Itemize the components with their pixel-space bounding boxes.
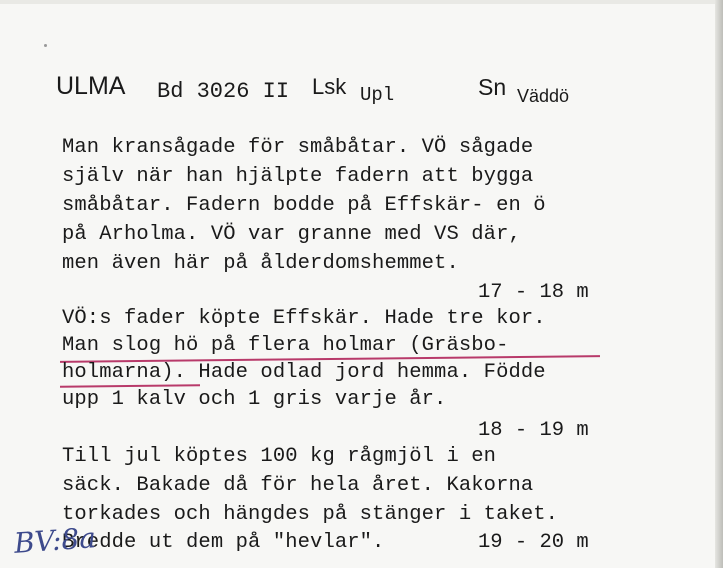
header-volume: Bd 3026 II bbox=[157, 79, 290, 104]
text-line: Man slog hö på flera holmar (Gräsbo- bbox=[62, 334, 509, 357]
page-reference: 18 - 19 m bbox=[478, 419, 589, 442]
text-line: torkades och hängdes på stänger i taket. bbox=[62, 503, 559, 526]
text-line: upp 1 kalv och 1 gris varje år. bbox=[62, 388, 447, 411]
card-top-edge bbox=[0, 0, 723, 4]
text-line: VÖ:s fader köpte Effskär. Hade tre kor. bbox=[62, 307, 546, 330]
speck bbox=[44, 44, 47, 47]
text-line: själv när han hjälpte fadern att bygga bbox=[62, 165, 534, 188]
header-parish: Väddö bbox=[517, 86, 570, 106]
page-reference: 19 - 20 m bbox=[478, 531, 589, 554]
archive-mark: BV:8a bbox=[12, 521, 97, 560]
text-line: Man kransågade för småbåtar. VÖ sågade bbox=[62, 136, 534, 159]
header-ulma: ULMA bbox=[56, 72, 126, 100]
text-line: säck. Bakade då för hela året. Kakorna bbox=[62, 474, 534, 497]
text-line: holmarna). Hade odlad jord hemma. Födde bbox=[62, 361, 546, 384]
text-line: men även här på ålderdomshemmet. bbox=[62, 252, 459, 275]
header-province: Upl bbox=[360, 84, 395, 106]
page-reference: 17 - 18 m bbox=[478, 281, 589, 304]
text-line: Bredde ut dem på "hevlar". bbox=[62, 531, 385, 554]
header-sn: Sn bbox=[478, 74, 507, 100]
text-line: Till jul köptes 100 kg rågmjöl i en bbox=[62, 445, 497, 468]
text-line: på Arholma. VÖ var granne med VS där, bbox=[62, 223, 521, 246]
header-lsk: Lsk bbox=[312, 74, 347, 99]
text-line: småbåtar. Fadern bodde på Effskär- en ö bbox=[62, 194, 546, 217]
card-right-edge bbox=[715, 0, 723, 568]
